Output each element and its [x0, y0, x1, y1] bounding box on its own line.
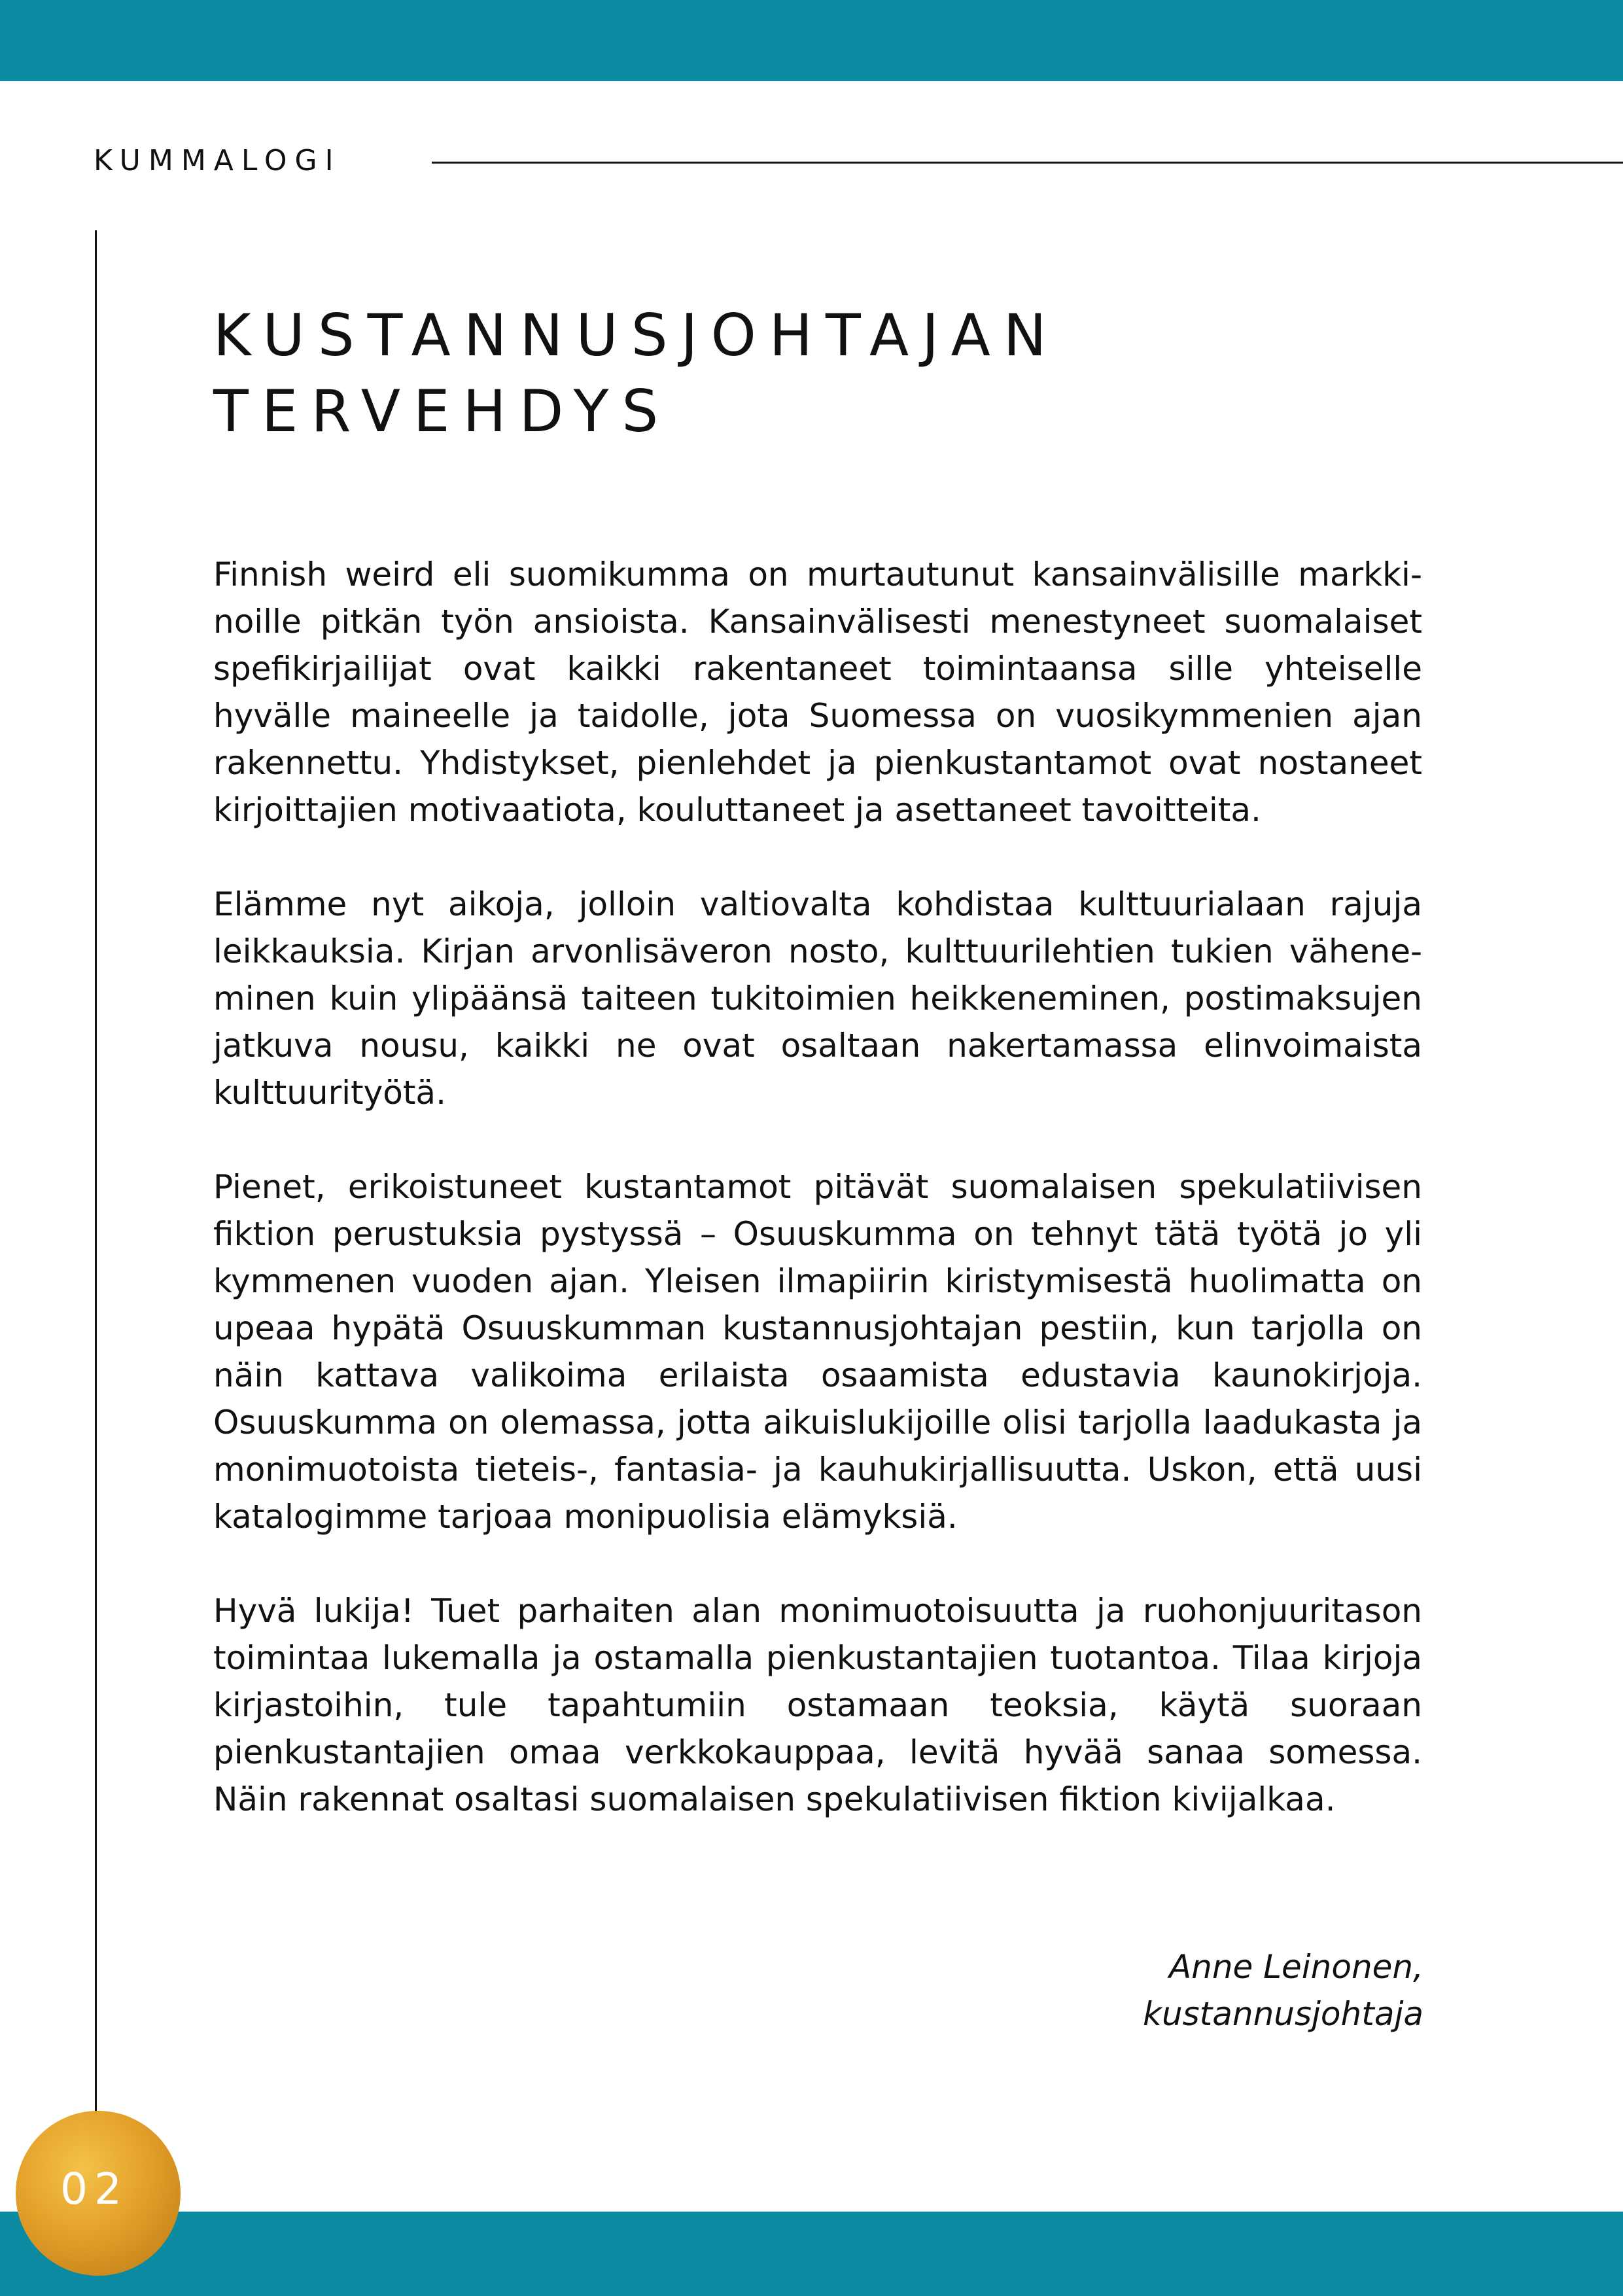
- paragraph-4: Hyvä lukija! Tuet parhaiten alan monimuotoisuutta ja ruohonjuuritason toimintaa lukemalla ja ostamalla pienkustantajien tuotantoa. Tilaa kirjoja kirjastoihin, tule tapahtumiin ostamaan teoksia, käytä suoraan pienkustantajien omaa verkkokauppaa, levitä hyvää sanaa somessa. Näin rakennat osaltasi suomalaisen spekulatiivisen fiktion kivijalkaa.: [213, 1592, 1422, 1818]
- bottom-color-band: [0, 2212, 1623, 2296]
- header-divider: [432, 162, 1623, 164]
- signature-role: kustannusjohtaja: [1142, 1995, 1423, 2033]
- side-vertical-rule: [95, 230, 97, 2147]
- page-title: [213, 298, 1060, 450]
- paragraph-2: Elämme nyt aikoja, jolloin valtiovalta kohdistaa kulttuurialaan rajuja leikkauksia. Kirjan arvonlisäveron nosto, kulttuurilehtien tukien väheneminen kuin ylipäänsä taiteen tukitoimien heikkeneminen, postimaksujen jatkuva nousu, kaikki ne ovat osaltaan nakertamassa elinvoimaista kulttuurityötä.: [213, 885, 1422, 1112]
- signature-block: [1060, 1943, 1423, 2038]
- page-title-line-2: TERVEHDYS: [213, 378, 672, 445]
- paragraph-3: Pienet, erikoistuneet kustantamot pitävät suomalaisen spekulatiivisen fiktion perustuksia pystyssä – Osuuskumma on tehnyt tätä työtä jo yli kymmenen vuoden ajan. Yleisen ilmapiirin kiristymisestä huolimatta on upeaa hypätä Osuuskumman kustannusjohtajan pestiin, kun tarjolla on näin kattava valikoima erilaista osaamista edustavia kaunokirjoja. Osuuskumma on olemassa, jotta aikuislukijoille olisi tarjolla laadukasta ja monimuotoista tieteis-, fantasia- ja kauhukirjallisuutta. Uskon, että uusi katalogimme tarjoaa monipuolisia elämyksiä.: [213, 1168, 1422, 1536]
- catalog-logo: KUMMALOGI: [94, 144, 341, 177]
- top-color-band: [0, 0, 1623, 81]
- page-number: 02: [60, 2164, 128, 2214]
- article-body: [213, 551, 1422, 1870]
- paragraph-1: Finnish weird eli suomikumma on murtautunut kansainvälisille markkinoille pitkän työn ansioista. Kansainvälisesti menestyneet suomalaiset spefikirjailijat ovat kaikki rakentaneet toimintaansa sille yhteiselle hyvälle maineelle ja taidolle, jota Suomessa on vuosikymmenien ajan rakennettu. Yhdistykset, pienlehdet ja pienkustantamot ovat nostaneet kirjoittajien motivaatiota, kouluttaneet ja asettaneet tavoitteita.: [213, 556, 1422, 829]
- page-title-line-1: KUSTANNUSJOHTAJAN: [213, 302, 1060, 369]
- signature-name: Anne Leinonen,: [1168, 1948, 1423, 1986]
